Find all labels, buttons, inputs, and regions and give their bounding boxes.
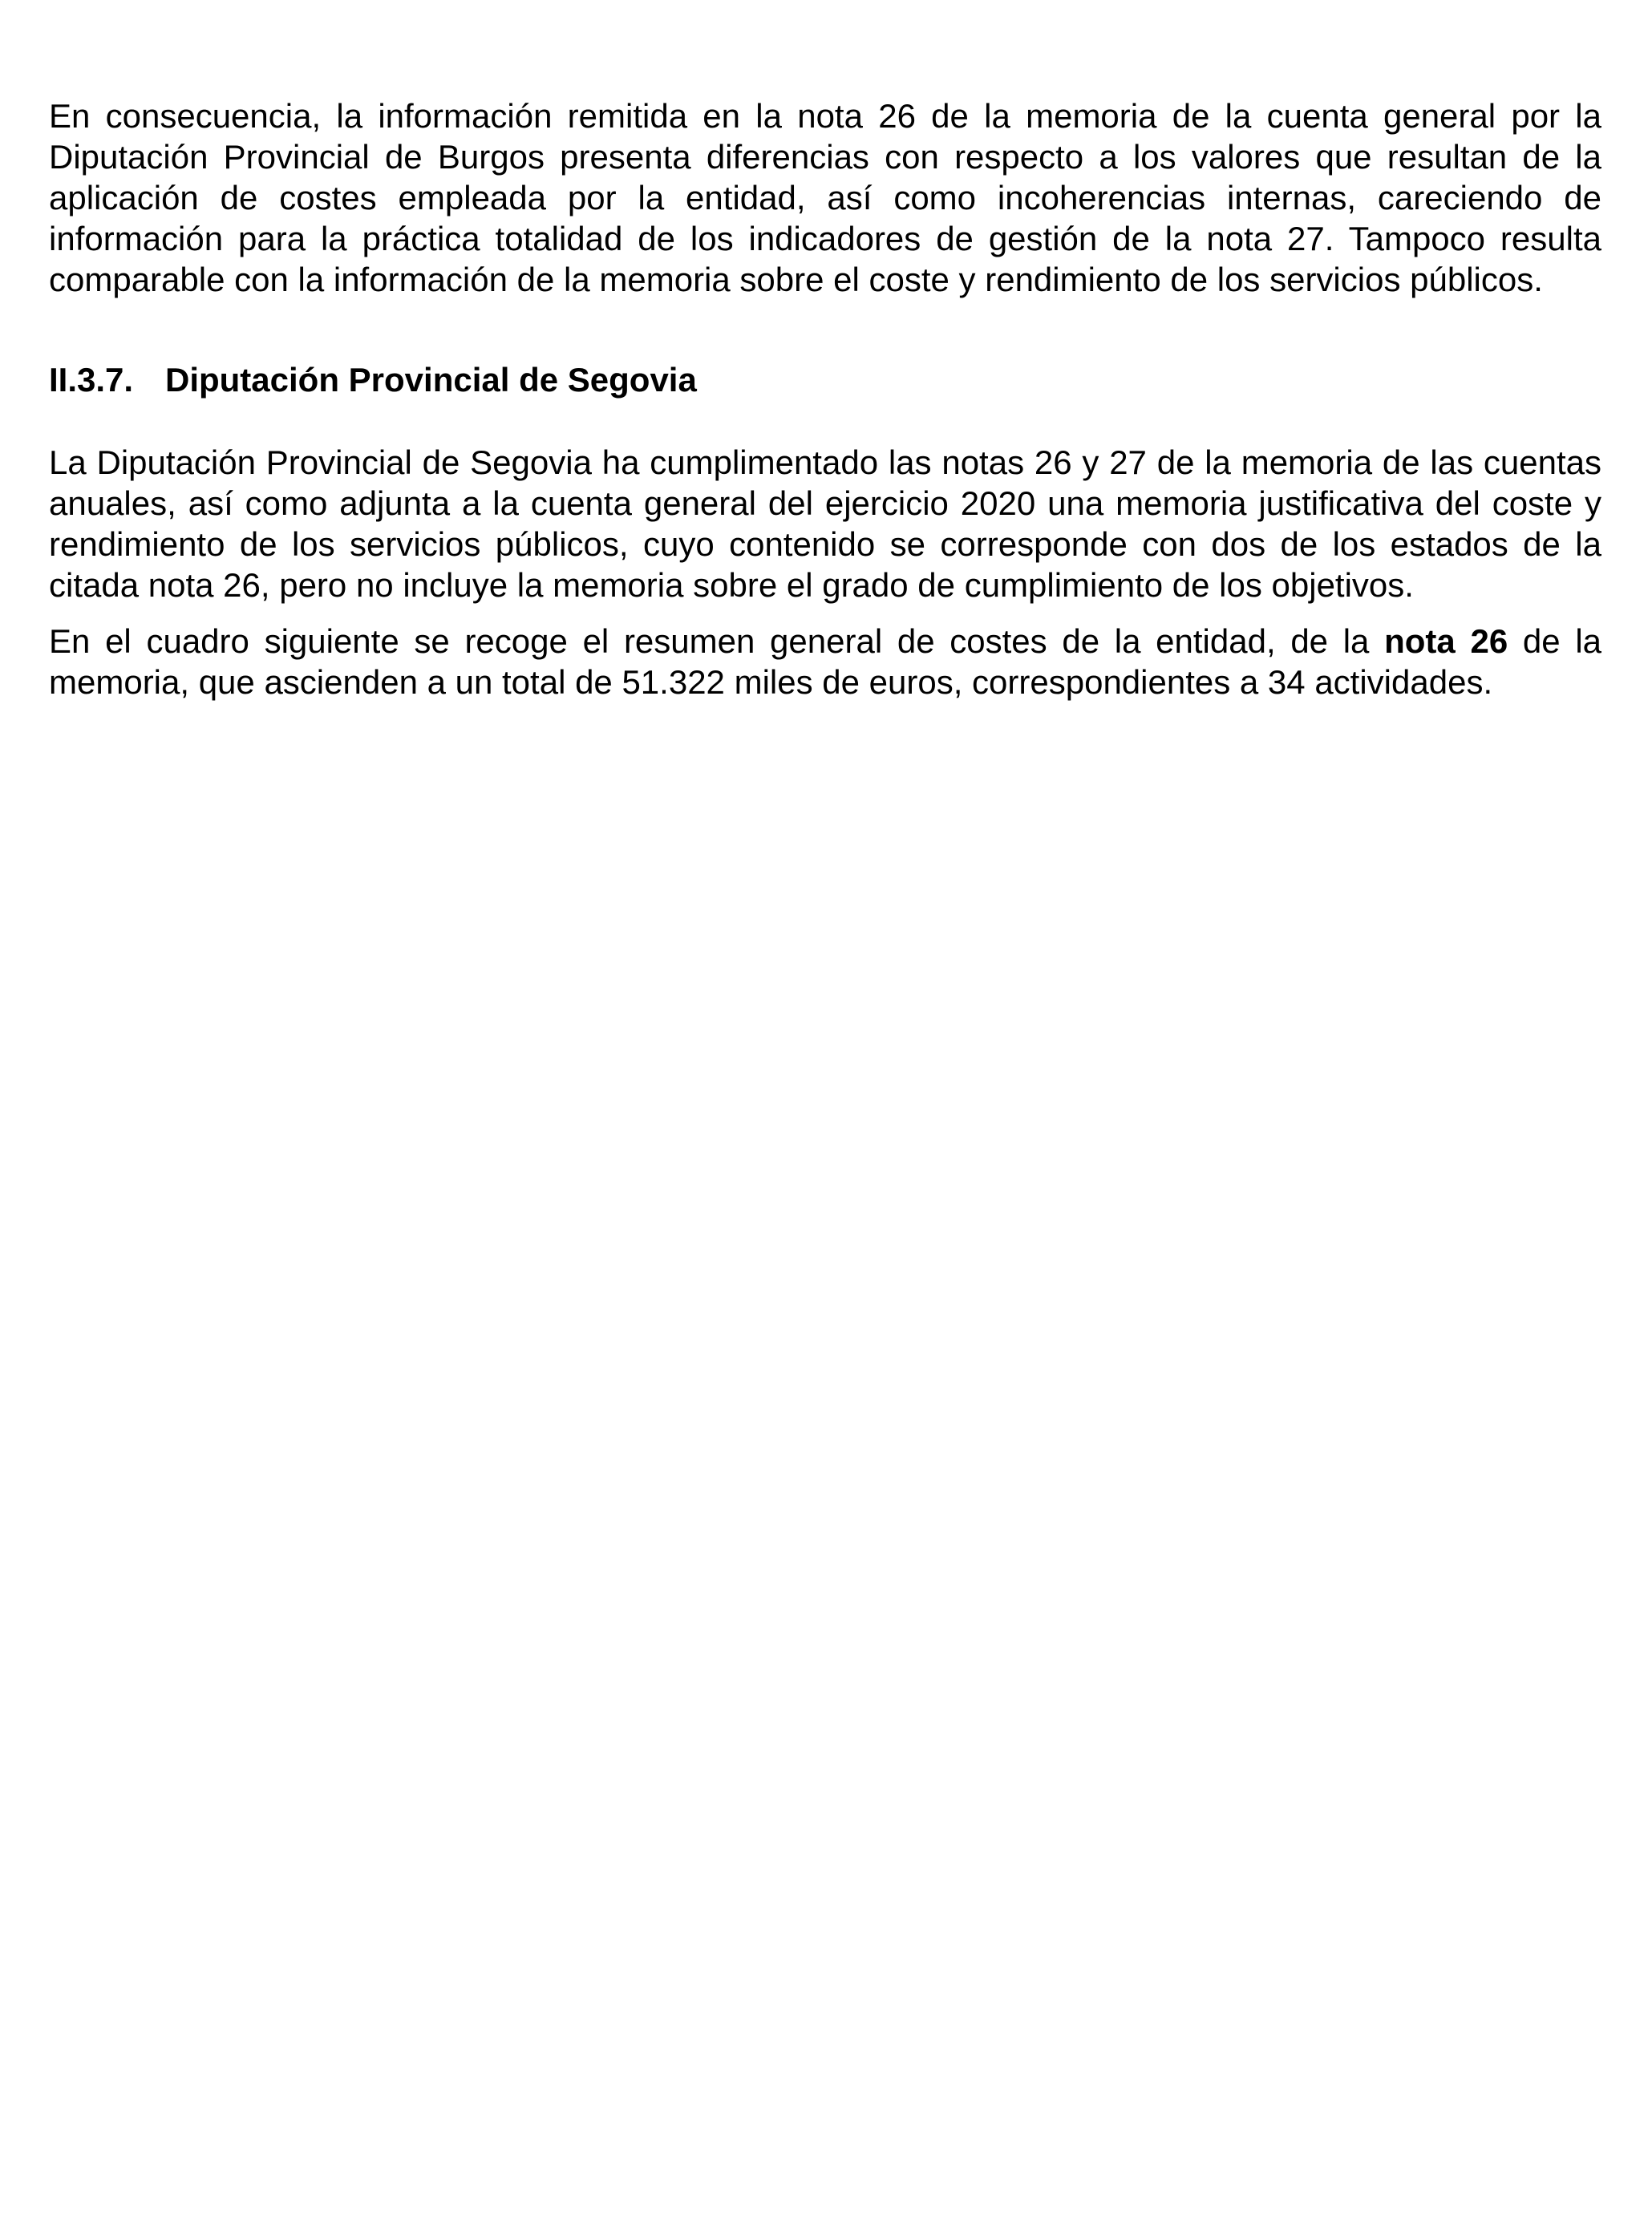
section-number: II.3.7. — [49, 361, 134, 399]
nota-26-emphasis: nota 26 — [1384, 622, 1508, 660]
paragraph-cost-summary-end: de la memoria, que ascienden a un total de 51.322 miles de euros, correspondientes a 34 actividades. — [49, 622, 1602, 701]
section-title: Diputación Provincial de Segovia — [165, 361, 697, 399]
section-heading — [49, 359, 1601, 400]
paragraph-burgos-conclusion: En consecuencia, la información remitida en la nota 26 de la memoria de la cuenta general por la Diputación Provincial de Burgos presenta diferencias con respecto a los valores que resultan de la aplicación de costes empleada por la entidad, así como incoherencias internas, careciendo de información para la práctica totalidad de los indicadores de gestión de la nota 27. Tampoco resulta comparable con la información de la memoria sobre el coste y rendimiento de los servicios públicos. — [49, 97, 1601, 298]
document-page — [49, 95, 1601, 702]
paragraph-cost-summary-start: En el cuadro siguiente se recoge el resumen general de costes de la entidad, de la — [49, 622, 1385, 660]
paragraph-segovia-notes: La Diputación Provincial de Segovia ha cumplimentado las notas 26 y 27 de la memoria de las cuentas anuales, así como adjunta a la cuenta general del ejercicio 2020 una memoria justificativa del coste y rendimiento de los servicios públicos, cuyo contenido se corresponde con dos de los estados de la citada nota 26, pero no incluye la memoria sobre el grado de cumplimiento de los objetivos. — [49, 443, 1601, 604]
paragraph-cost-summary — [49, 621, 1601, 702]
